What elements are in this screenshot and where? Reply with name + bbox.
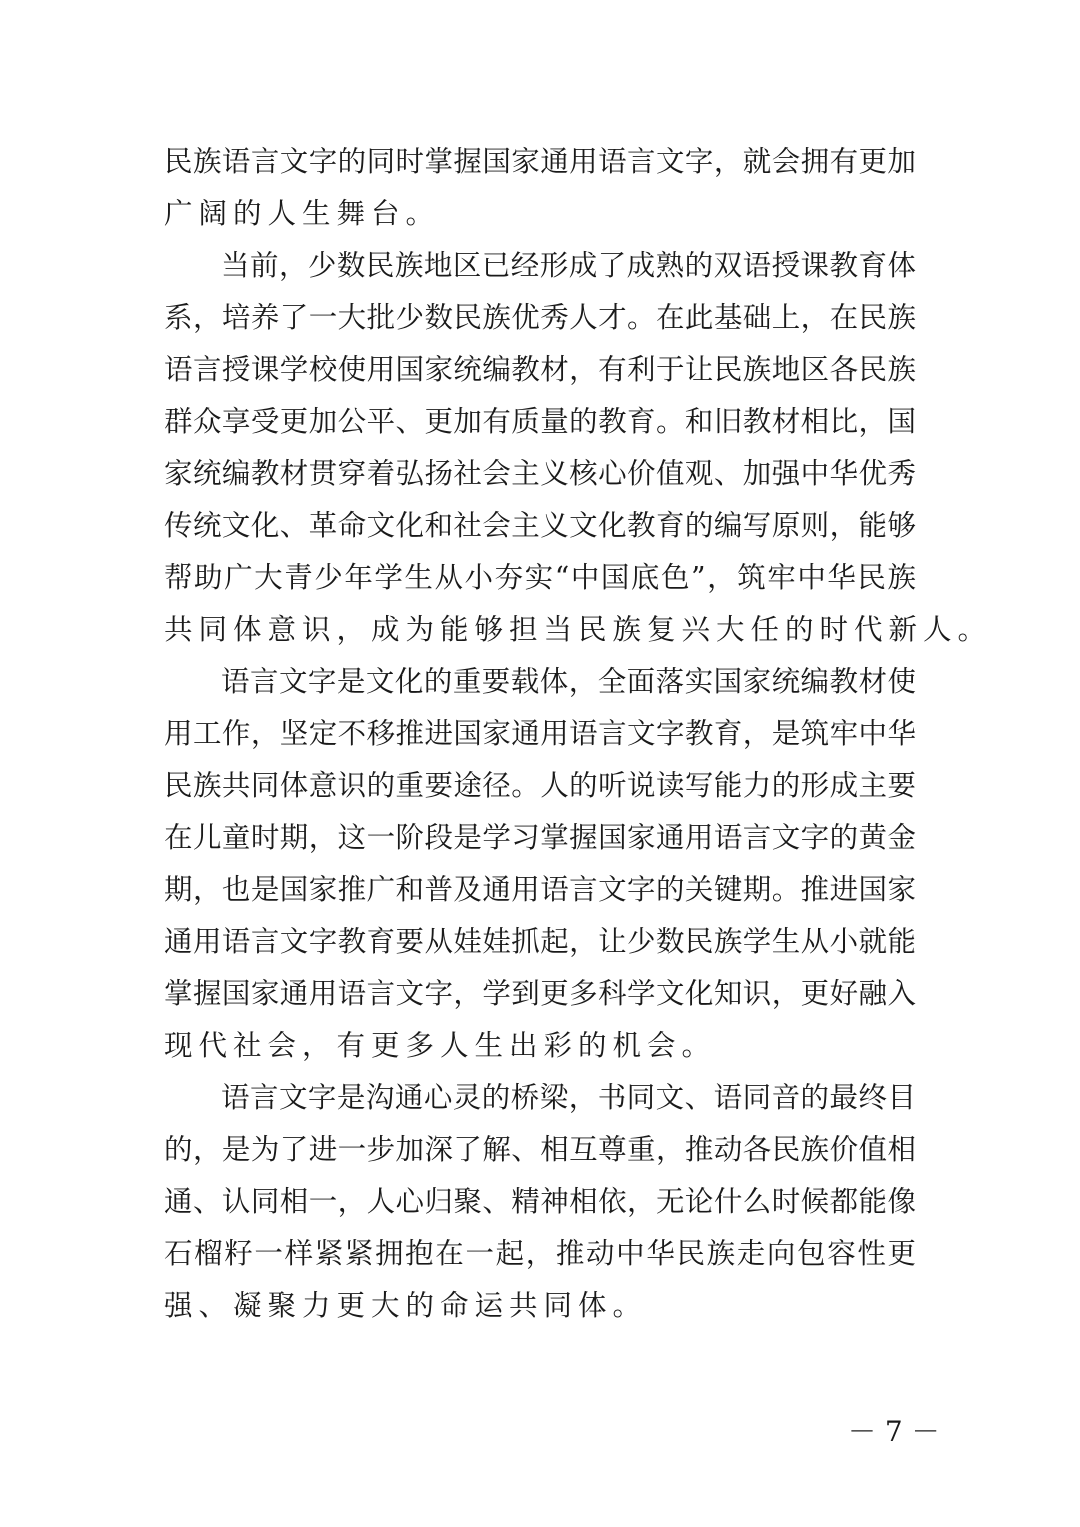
text-line: 的，是为了进一步加深了解、相互尊重，推动各民族价值相: [164, 1133, 916, 1166]
text-line: 群众享受更加公平、更加有质量的教育。和旧教材相比，国: [164, 405, 916, 438]
text-line: 通、认同相一，人心归聚、精神相依，无论什么时候都能像: [164, 1185, 916, 1218]
text-line: 当前，少数民族地区已经形成了成熟的双语授课教育体: [221, 249, 916, 282]
text-line: 传统文化、革命文化和社会主义文化教育的编写原则，能够: [164, 509, 916, 542]
text-line: 系，培养了一大批少数民族优秀人才。在此基础上，在民族: [164, 301, 916, 334]
text-line: 帮助广大青少年学生从小夯实“中国底色”，筑牢中华民族: [164, 561, 916, 594]
text-line: 在儿童时期，这一阶段是学习掌握国家通用语言文字的黄金: [164, 821, 916, 854]
text-line: 民族语言文字的同时掌握国家通用语言文字，就会拥有更加: [164, 145, 916, 178]
text-line: 现代社会，有更多人生出彩的机会。: [164, 1029, 717, 1062]
text-line: 用工作，坚定不移推进国家通用语言文字教育，是筑牢中华: [164, 717, 916, 750]
text-line: 期，也是国家推广和普及通用语言文字的关键期。推进国家: [164, 873, 916, 906]
text-line: 通用语言文字教育要从娃娃抓起，让少数民族学生从小就能: [164, 925, 916, 958]
text-line: 语言授课学校使用国家统编教材，有利于让民族地区各民族: [164, 353, 916, 386]
text-line: 语言文字是沟通心灵的桥梁，书同文、语同音的最终目: [221, 1081, 916, 1114]
text-line: 强、凝聚力更大的命运共同体。: [164, 1289, 648, 1322]
text-line: 广阔的人生舞台。: [164, 197, 441, 230]
body-text: [164, 136, 993, 1332]
text-line: 掌握国家通用语言文字，学到更多科学文化知识，更好融入: [164, 977, 916, 1010]
text-line: 家统编教材贯穿着弘扬社会主义核心价值观、加强中华优秀: [164, 457, 916, 490]
text-line: 语言文字是文化的重要载体，全面落实国家统编教材使: [221, 665, 916, 698]
page-number: － 7 －: [848, 1415, 940, 1448]
text-line: 共同体意识，成为能够担当民族复兴大任的时代新人。: [164, 613, 993, 646]
text-line: 民族共同体意识的重要途径。人的听说读写能力的形成主要: [164, 769, 916, 802]
text-line: 石榴籽一样紧紧拥抱在一起，推动中华民族走向包容性更: [164, 1237, 916, 1270]
